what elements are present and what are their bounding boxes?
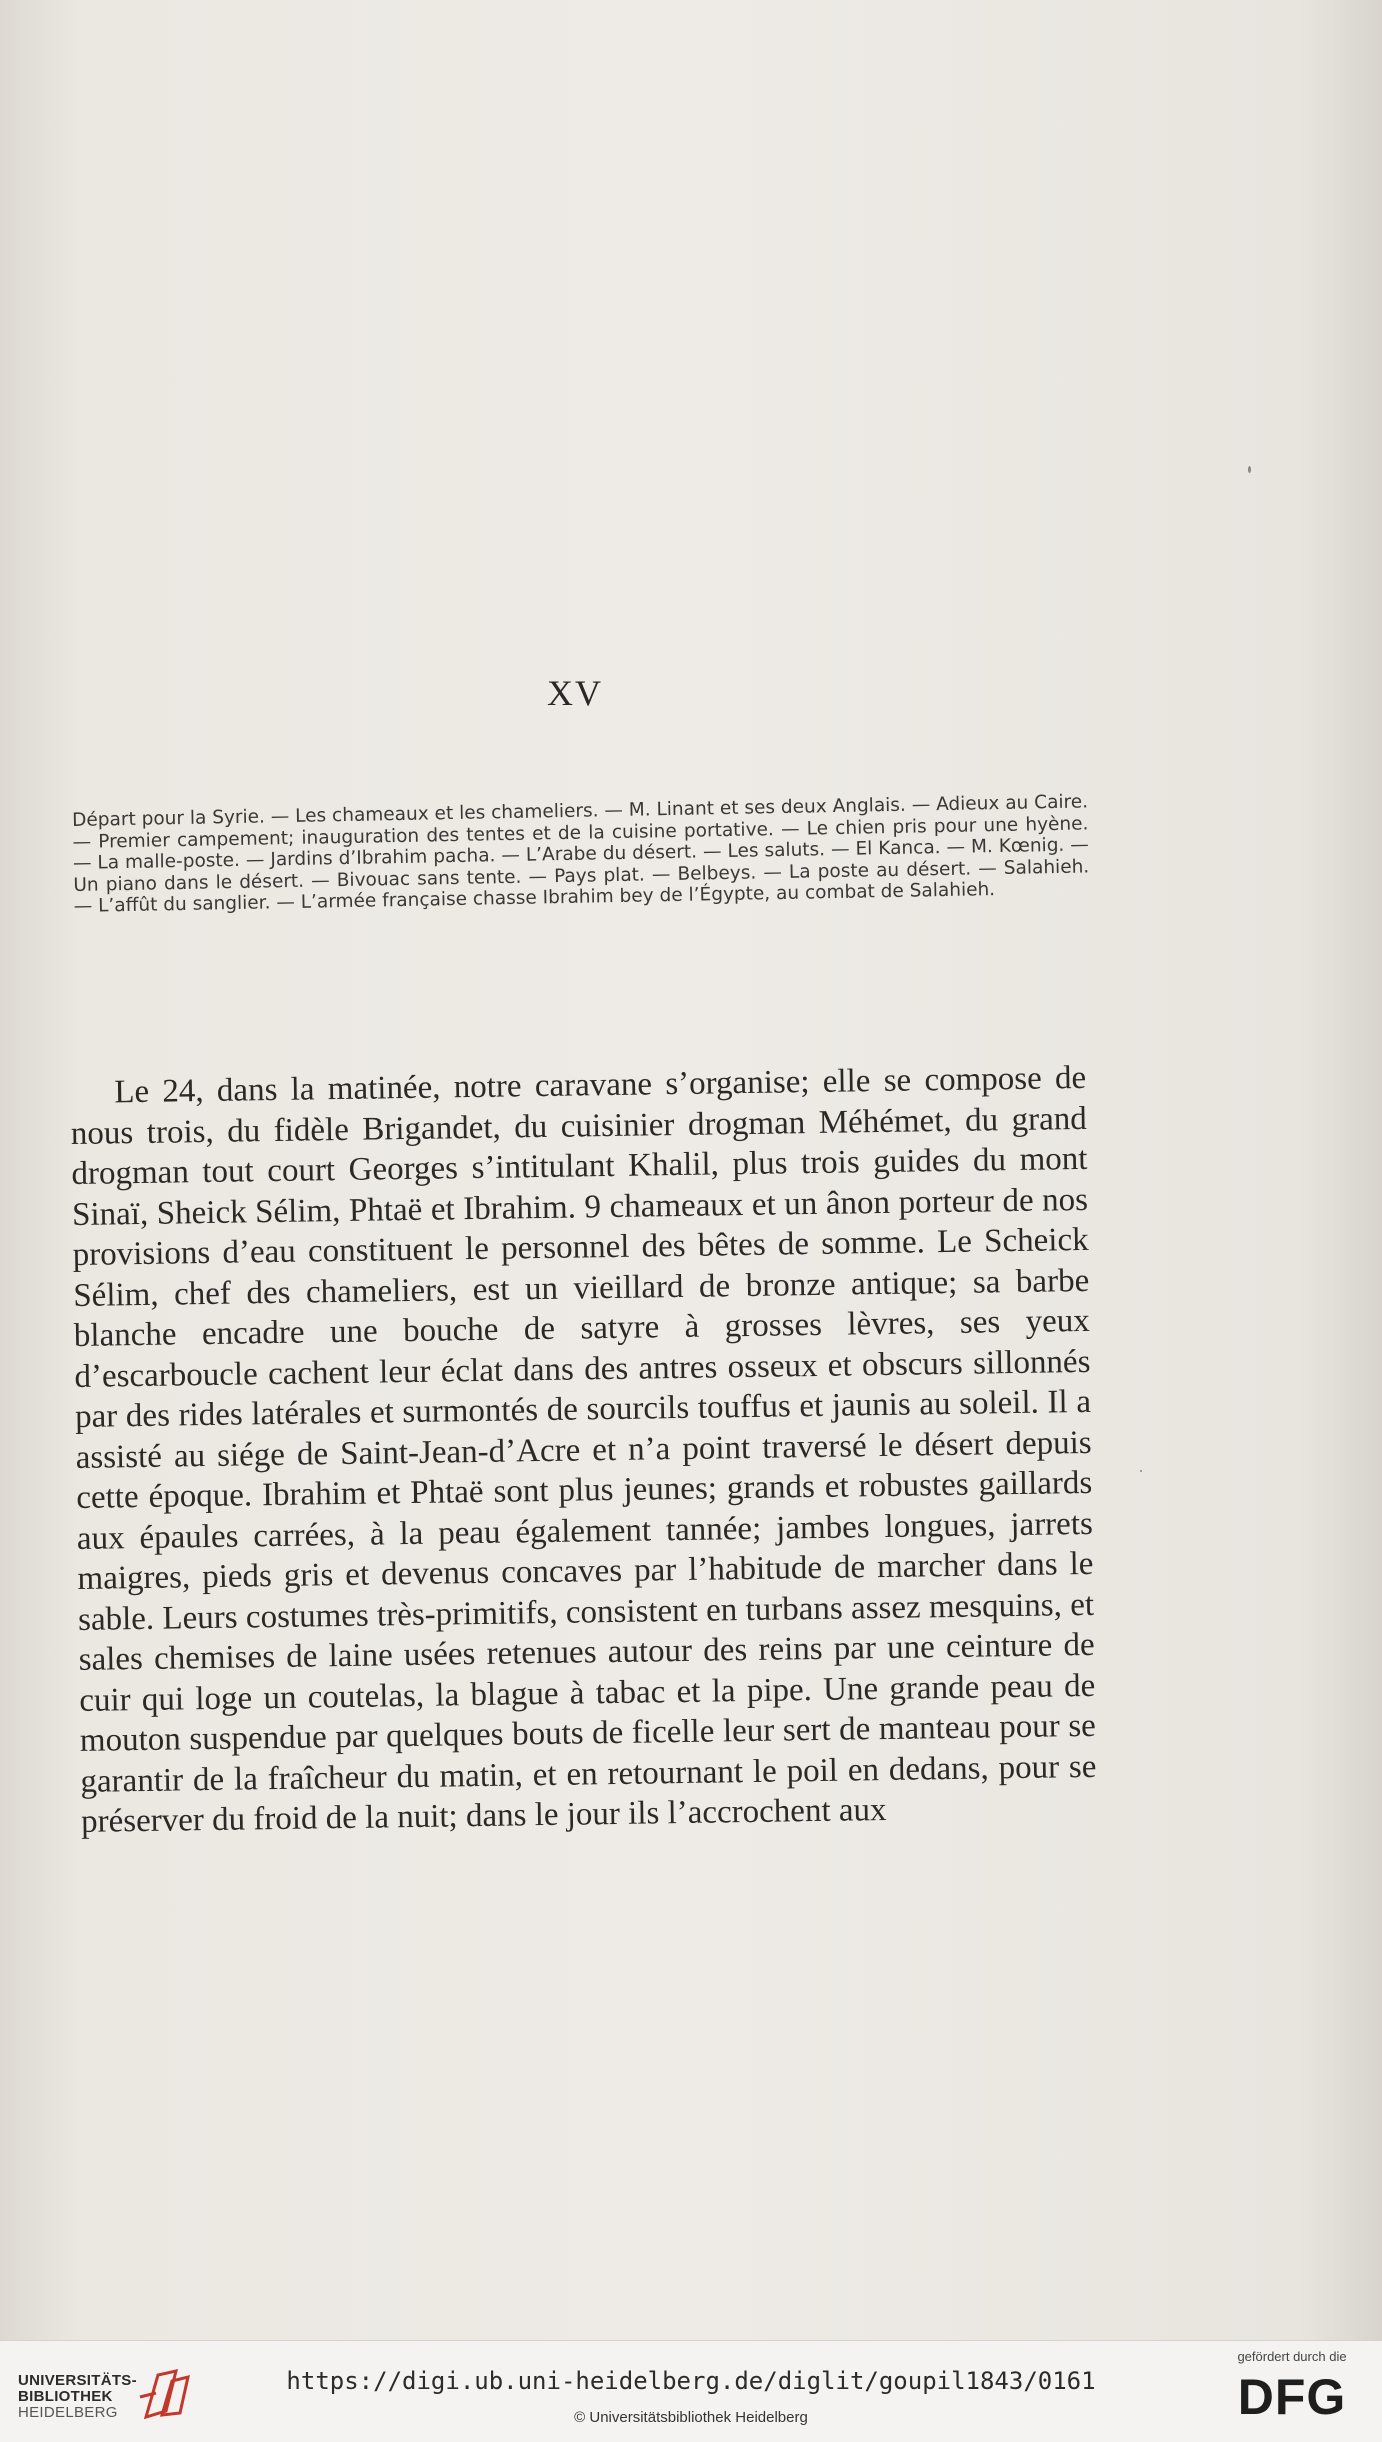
funder-name: DFG bbox=[1237, 2369, 1347, 2425]
paper-speck bbox=[1140, 1470, 1142, 1472]
permalink-url[interactable]: https://digi.ub.uni-heidelberg.de/diglit/goupil1843/0161 bbox=[286, 2367, 1096, 2395]
body-paragraph: Le 24, dans la matinée, notre caravane s’organise; elle se compose de nous trois, du fidèle Brigandet, du cuisinier drogman Méhémet, du grand drogman tout court Georges s’intitulant Khalil, plus trois guides du mont Sinaï, Sheick Sélim, Phtaë et Ibrahim. 9 chameaux et un ânon porteur de nos provisions d’eau constituent le personnel des bêtes de somme. Le Scheick Sélim, chef des chameliers, est un vieillard de bronze antique; sa barbe blanche encadre une bouche de satyre à grosses lèvres, ses yeux d’escarboucle cachent leur éclat dans des antres osseux et obscurs sillonnés par des rides latérales et surmontés de sourcils touffus et jaunis au soleil. Il a assisté au siége de Saint-Jean-d’Acre et n’a point traversé le désert depuis cette époque. Ibrahim et Phtaë sont plus jeunes; grands et robustes gaillards aux épaules carrées, à la peau également tannée; jambes longues, jarrets maigres, pieds gris et devenus concaves par l’habitude de marcher dans le sable. Leurs costumes très-primitifs, consistent en turbans assez mesquins, et sales chemises de laine usées retenues autour des reins par une ceinture de cuir qui loge un coutelas, la blague à tabac et la pipe. Une grande peau de mouton suspendue par quelques bouts de ficelle leur sert de manteau pour se garantir de la fraîcheur du matin, et en retournant le poil en dedans, pour se préserver du froid de la nuit; dans le jour ils l’accrochent aux bbox=[70, 1059, 1097, 1840]
library-name-line3: HEIDELBERG bbox=[18, 2404, 118, 2421]
funding-label: gefördert durch die bbox=[1237, 2349, 1347, 2364]
library-name-line2: BIBLIOTHEK bbox=[18, 2388, 113, 2405]
chapter-summary: Départ pour la Syrie. — Les chameaux et les chameliers. — M. Linant et ses deux Anglais. — Adieux au Caire. — Premier campement; inauguration des tentes et de la cuisine portative. — Le chien pris pour une hyène. — La malle-poste. — Jardins d’Ibrahim pacha. — L’Arabe du désert. — Les saluts. — El Kanca. — M. Kœnig. — Un piano dans le désert. — Bivouac sans tente. — Pays plat. — Belbeys. — La poste au désert. — Salahieh. — L’affût du sanglier. — L’armée française chasse Ibrahim bey de l’Égypte, au combat de Salahieh. bbox=[72, 791, 1090, 917]
paper-speck bbox=[1248, 466, 1251, 473]
chapter-number: XV bbox=[547, 673, 603, 713]
viewer-footer bbox=[0, 2340, 1382, 2442]
library-name-line1: UNIVERSITÄTS- bbox=[18, 2372, 137, 2389]
dfg-logo[interactable] bbox=[1222, 2349, 1362, 2435]
copyright-notice: © Universitätsbibliothek Heidelberg bbox=[574, 2409, 808, 2426]
